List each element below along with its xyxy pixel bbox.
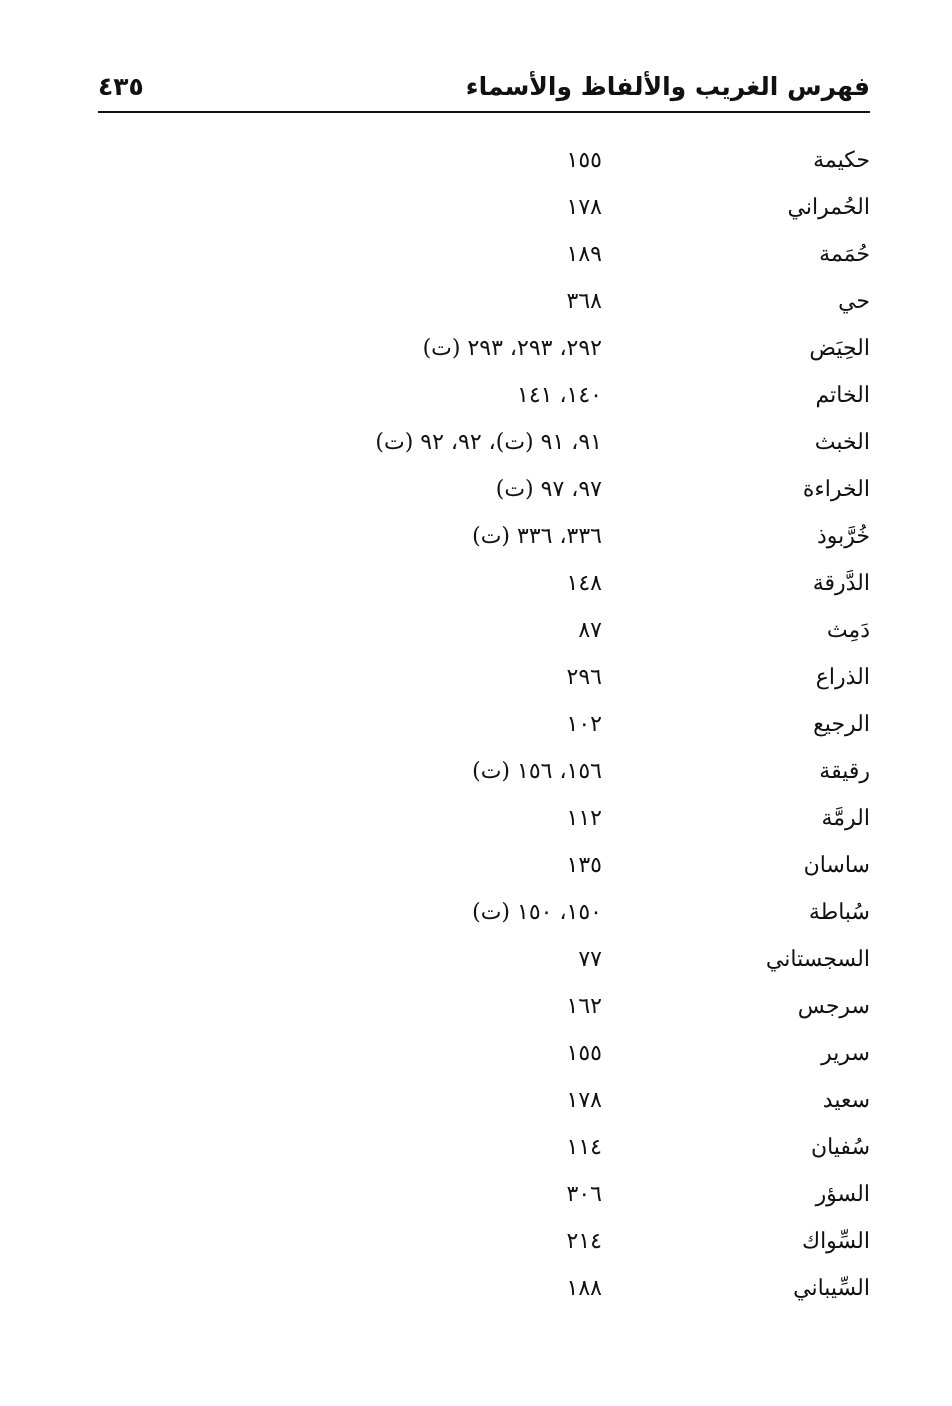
entry-term: دَمِث	[826, 618, 870, 643]
entry-term: الخبث	[814, 430, 870, 455]
entry-term: السِّيباني	[793, 1276, 870, 1301]
index-entry	[0, 513, 952, 560]
entry-term: السِّواك	[801, 1229, 870, 1254]
index-entry	[0, 936, 952, 983]
index-entry	[0, 1218, 952, 1265]
entry-term: سعيد	[822, 1088, 870, 1113]
index-entry	[0, 1124, 952, 1171]
entry-term: السؤر	[815, 1182, 870, 1207]
entry-page-references: ١٥٥	[566, 148, 602, 173]
entry-page-references: ١٦٢	[566, 994, 602, 1019]
entry-term: السجستاني	[765, 947, 870, 972]
running-title: فهرس الغريب والألفاظ والأسماء	[465, 72, 870, 101]
entry-page-references: ١٣٥	[566, 853, 602, 878]
entry-page-references: ٢٩٦	[566, 665, 602, 690]
entry-page-references: ٢١٤	[566, 1229, 602, 1254]
entry-page-references: ١٧٨	[566, 1088, 602, 1113]
entry-page-references: ٣٠٦	[566, 1182, 602, 1207]
entry-page-references: ٩١، ٩١ (ت)، ٩٢، ٩٢ (ت)	[375, 430, 602, 455]
entry-page-references: ١٨٨	[566, 1276, 602, 1301]
entry-page-references: ١٤٠، ١٤١	[517, 383, 602, 408]
entry-term: سُباطة	[808, 900, 870, 925]
entry-page-references: ١٧٨	[566, 195, 602, 220]
entry-page-references: ١٠٢	[566, 712, 602, 737]
index-entry	[0, 983, 952, 1030]
index-entry	[0, 560, 952, 607]
index-entry	[0, 607, 952, 654]
entry-page-references: ١٥٦، ١٥٦ (ت)	[472, 759, 602, 784]
index-list	[0, 137, 952, 1312]
entry-page-references: ١١٢	[566, 806, 602, 831]
index-entry	[0, 1077, 952, 1124]
index-entry	[0, 654, 952, 701]
entry-term: حكيمة	[813, 148, 870, 173]
entry-page-references: ٢٩٢، ٢٩٣، ٢٩٣ (ت)	[422, 336, 602, 361]
index-entry	[0, 1171, 952, 1218]
index-entry	[0, 372, 952, 419]
index-entry	[0, 748, 952, 795]
index-entry	[0, 184, 952, 231]
entry-term: الحِيَض	[809, 336, 870, 361]
entry-page-references: ٧٧	[578, 947, 602, 972]
index-entry	[0, 325, 952, 372]
entry-term: ساسان	[803, 853, 870, 878]
index-entry	[0, 137, 952, 184]
entry-term: الخاتم	[815, 383, 870, 408]
index-entry	[0, 1265, 952, 1312]
index-entry	[0, 701, 952, 748]
index-entry	[0, 419, 952, 466]
entry-page-references: ٣٦٨	[566, 289, 602, 314]
entry-page-references: ٩٧، ٩٧ (ت)	[495, 477, 602, 502]
entry-page-references: ٨٧	[578, 618, 602, 643]
index-entry	[0, 889, 952, 936]
entry-term: الرجيع	[813, 712, 870, 737]
entry-term: حُمَمة	[819, 242, 870, 267]
index-entry	[0, 795, 952, 842]
entry-page-references: ١٨٩	[566, 242, 602, 267]
index-entry	[0, 466, 952, 513]
entry-term: سرجس	[797, 994, 870, 1019]
entry-term: الخراءة	[802, 477, 870, 502]
entry-page-references: ١٥٥	[566, 1041, 602, 1066]
header-rule	[98, 111, 870, 113]
index-entry	[0, 278, 952, 325]
entry-page-references: ١٤٨	[566, 571, 602, 596]
entry-term: رقيقة	[819, 759, 870, 784]
entry-term: حي	[838, 289, 870, 314]
entry-term: سُفيان	[810, 1135, 870, 1160]
entry-page-references: ٣٣٦، ٣٣٦ (ت)	[472, 524, 602, 549]
entry-term: الحُمراني	[787, 195, 870, 220]
index-entry	[0, 231, 952, 278]
entry-term: خُرَّبوذ	[816, 524, 870, 549]
index-entry	[0, 842, 952, 889]
entry-term: سرير	[821, 1041, 870, 1066]
page-number: ٤٣٥	[98, 72, 144, 101]
entry-term: الدَّرقة	[812, 571, 870, 596]
entry-page-references: ١١٤	[566, 1135, 602, 1160]
entry-page-references: ١٥٠، ١٥٠ (ت)	[472, 900, 602, 925]
index-entry	[0, 1030, 952, 1077]
entry-term: الذراع	[815, 665, 870, 690]
entry-term: الرمَّة	[821, 806, 870, 831]
